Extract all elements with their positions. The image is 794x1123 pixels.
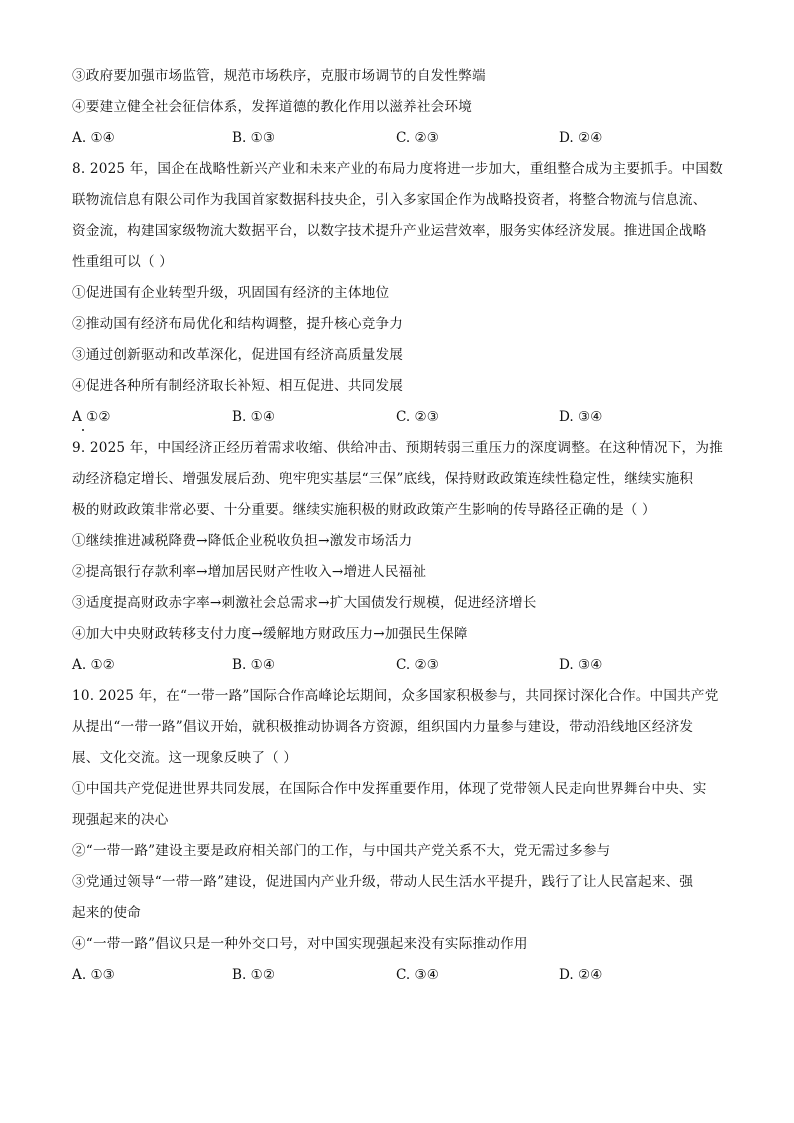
q7-item-4: ④要建立健全社会征信体系，发挥道德的教化作用以滋养社会环境 (72, 99, 473, 115)
q8-option-c: C. ②③ (396, 409, 439, 425)
q10-options (72, 960, 732, 991)
exam-page (72, 61, 732, 991)
q8-item-3: ③通过创新驱动和改革深化，促进国有经济高质量发展 (72, 347, 404, 363)
q9-item-2: ②提高银行存款利率→增加居民财产性收入→增进人民福祉 (72, 564, 427, 580)
q8-item-1: ①促进国有企业转型升级，巩固国有经济的主体地位 (72, 285, 390, 301)
question-7-tail (72, 61, 732, 154)
q10-stem-line: 从提出“一带一路”倡议开始，就积极推动协调各方资源，组织国内力量参与建设，带动沿线地区经济发 (72, 719, 694, 735)
q9-option-d: D. ③④ (559, 657, 603, 673)
question-10 (72, 681, 732, 991)
q10-option-a: A. ①③ (72, 967, 115, 983)
q8-option-a: A ①② (72, 409, 111, 425)
q8-stem-line: 8. 2025 年，国企在战略性新兴产业和未来产业的布局力度将进一步加大，重组整合成为主要抓手。中国数 (72, 161, 723, 177)
q9-stem-line: 极的财政政策非常必要、十分重要。继续实施积极的财政政策产生影响的传导路径正确的是（ ） (72, 502, 656, 518)
question-9 (72, 433, 732, 681)
q9-stem-line: 动经济稳定增长、增强发展后劲、兜牢兜实基层“三保”底线，保持财政政策连续性稳定性，继续实施积 (72, 471, 694, 487)
q8-stem-line: 性重组可以（ ） (72, 254, 174, 270)
q10-item-1-cont: 现强起来的决心 (72, 812, 169, 828)
q10-option-c: C. ③④ (396, 967, 439, 983)
q8-item-2: ②推动国有经济布局优化和结构调整，提升核心竞争力 (72, 316, 404, 332)
q9-item-4: ④加大中央财政转移支付力度→缓解地方财政压力→加强民生保障 (72, 626, 468, 642)
q10-item-2: ②“一带一路”建设主要是政府相关部门的工作，与中国共产党关系不大，党无需过多参与 (72, 843, 611, 859)
q10-option-d: D. ②④ (559, 967, 603, 983)
question-8 (72, 154, 732, 433)
q9-option-b: B. ①④ (232, 657, 276, 673)
q9-item-3: ③适度提高财政赤字率→刺激社会总需求→扩大国债发行规模，促进经济增长 (72, 595, 537, 611)
q8-stem-line: 资金流，构建国家级物流大数据平台，以数字技术提升产业运营效率，服务实体经济发展。推进国企战略 (72, 223, 707, 239)
q7-item-3: ③政府要加强市场监管，规范市场秩序，克服市场调节的自发性弊端 (72, 68, 486, 84)
q8-stem-line: 联物流信息有限公司作为我国首家数据科技央企，引入多家国企作为战略投资者，将整合物流与信息流、 (72, 192, 707, 208)
q8-option-b: B. ①④ (232, 409, 276, 425)
q10-stem-line: 展、文化交流。这一现象反映了（ ） (72, 750, 298, 766)
stray-dot (82, 429, 84, 431)
q8-option-d: D. ③④ (559, 409, 603, 425)
q10-item-3-cont: 起来的使命 (72, 905, 141, 921)
q9-option-a: A. ①② (72, 657, 115, 673)
q10-item-4: ④“一带一路”倡议只是一种外交口号，对中国实现强起来没有实际推动作用 (72, 936, 528, 952)
q10-item-3: ③党通过领导“一带一路”建设，促进国内产业升级，带动人民生活水平提升，践行了让人民富起来、强 (72, 874, 694, 890)
q8-options (72, 402, 732, 433)
q7-option-d: D. ②④ (559, 130, 603, 146)
q9-options (72, 650, 732, 681)
q10-stem-line: 10. 2025 年，在“一带一路”国际合作高峰论坛期间，众多国家积极参与，共同探讨深化合作。中国共产党 (72, 688, 719, 704)
q8-item-4: ④促进各种所有制经济取长补短、相互促进、共同发展 (72, 378, 404, 394)
q9-stem-line: 9. 2025 年，中国经济正经历着需求收缩、供给冲击、预期转弱三重压力的深度调整。在这种情况下，为推 (72, 440, 723, 456)
q7-options (72, 123, 732, 154)
q7-option-c: C. ②③ (396, 130, 439, 146)
q10-item-1: ①中国共产党促进世界共同发展，在国际合作中发挥重要作用，体现了党带领人民走向世界舞台中央、实 (72, 781, 707, 797)
q9-option-c: C. ②③ (396, 657, 439, 673)
q9-item-1: ①继续推进减税降费→降低企业税收负担→激发市场活力 (72, 533, 413, 549)
q10-option-b: B. ①② (232, 967, 276, 983)
q7-option-b: B. ①③ (232, 130, 276, 146)
q7-option-a: A. ①④ (72, 130, 115, 146)
